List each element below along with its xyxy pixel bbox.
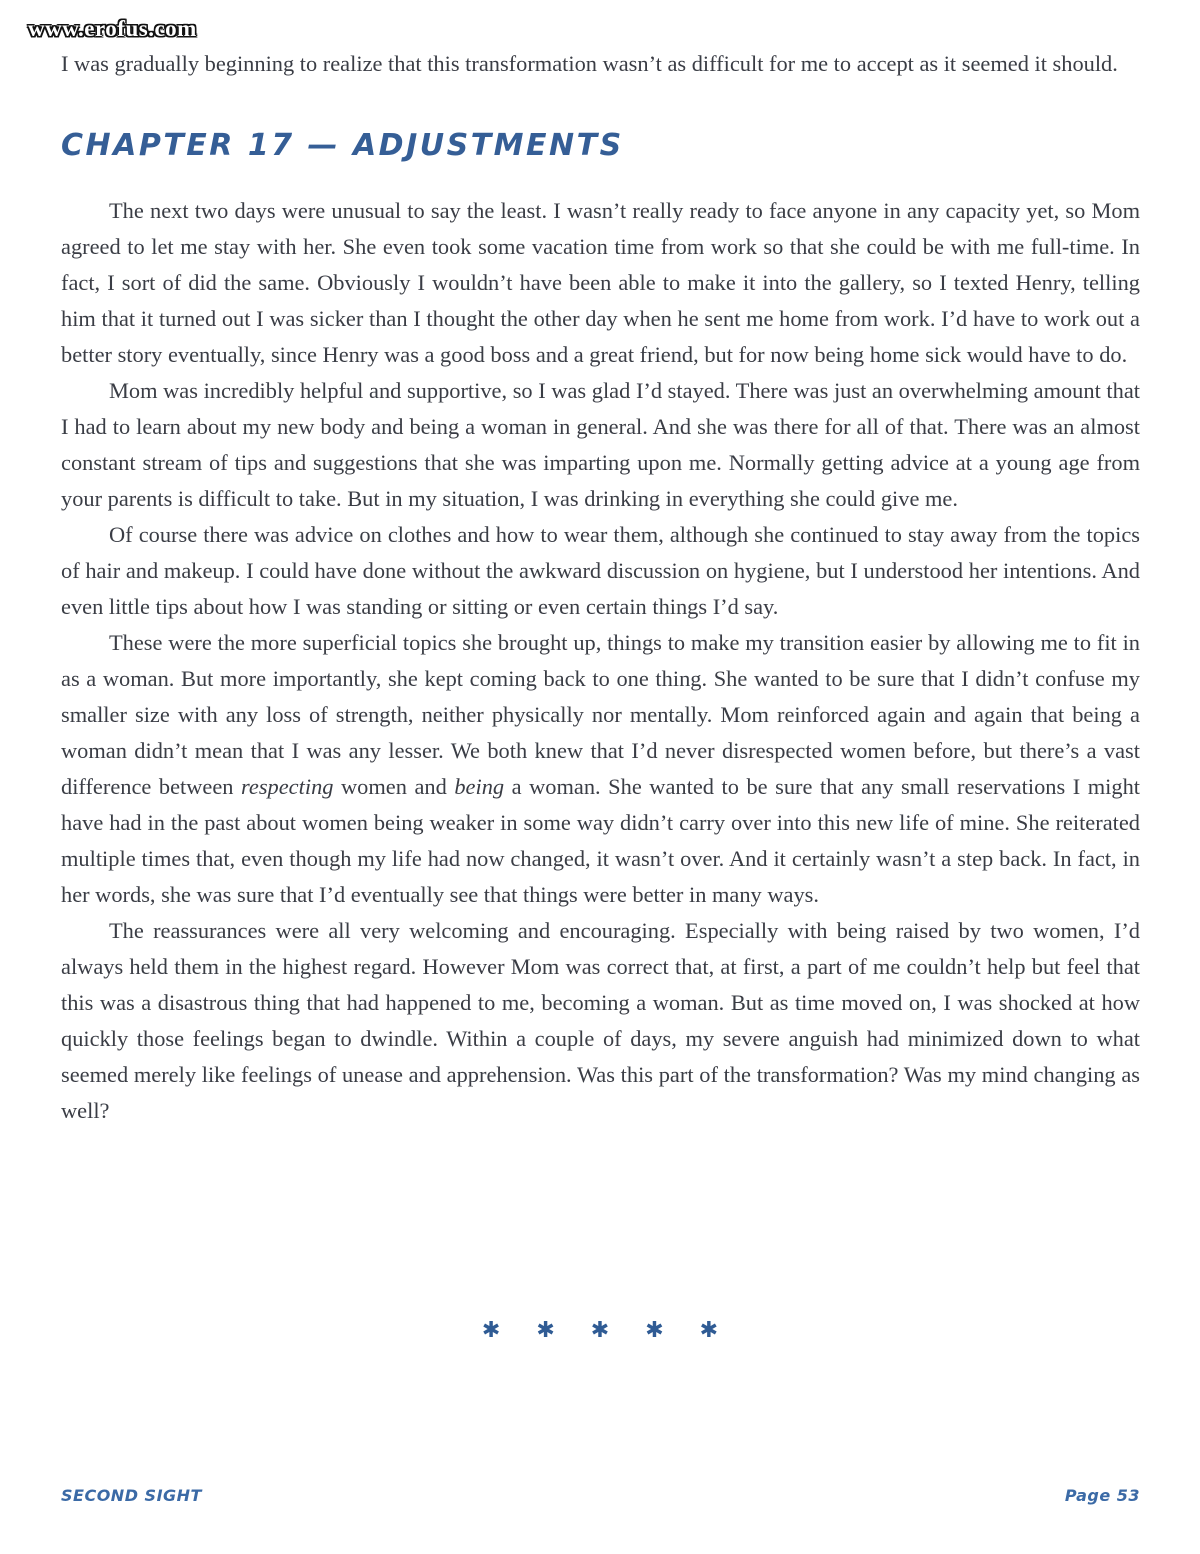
page-content — [61, 46, 1140, 1129]
asterisk-icon: ✱ — [699, 1318, 719, 1343]
footer-book-title: SECOND SIGHT — [61, 1486, 202, 1505]
paragraph-4-part-3: a woman. She wanted to be sure that any small reservations I might have had in the past about women being weaker in some way didn’t carry over into this new life of mine. She reiterated multiple times that, even though my life had now changed, it wasn’t over. And it certainly wasn’t a step back. In fact, in her words, she was sure that I’d eventually see that things were better in many ways. — [61, 774, 1140, 907]
asterisk-icon: ✱ — [645, 1318, 664, 1343]
paragraph-4-part-1: These were the more superficial topics she brought up, things to make my transition easier by allowing me to fit in as a woman. But more importantly, she kept coming back to one thing. She wanted to be sure that I didn’t confuse my smaller size with any loss of strength, neither physically nor mentally. Mom reinforced again and again that being a woman didn’t mean that I was any lesser. We both knew that I’d never disrespected women before, but there’s a vast difference between — [61, 630, 1140, 799]
paragraph-3: Of course there was advice on clothes and how to wear them, although she continued to stay away from the topics of hair and makeup. I could have done without the awkward discussion on hygiene, but I understood her intentions. And even little tips about how I was standing or sitting or even certain things I’d say. — [61, 522, 1140, 619]
asterisk-icon: ✱ — [536, 1318, 555, 1343]
paragraph-4 — [61, 625, 1140, 913]
watermark-text: www.erofus.com — [28, 16, 197, 41]
asterisk-icon: ✱ — [590, 1318, 610, 1343]
emphasis-respecting: respecting — [241, 774, 334, 799]
chapter-title: CHAPTER 17 — ADJUSTMENTS — [61, 128, 624, 163]
paragraph-4-part-2: women and — [333, 774, 455, 799]
intro-paragraph: I was gradually beginning to realize that this transformation wasn’t as difficult for me to accept as it seemed it should. — [61, 51, 1118, 76]
asterisk-icon: ✱ — [481, 1318, 501, 1343]
paragraph-2: Mom was incredibly helpful and supportive, so I was glad I’d stayed. There was just an overwhelming amount that I had to learn about my new body and being a woman in general. And she was there for all of that. There was an almost constant stream of tips and suggestions that she was imparting upon me. Normally getting advice at a young age from your parents is difficult to take. But in my situation, I was drinking in everything she could give me. — [61, 378, 1140, 511]
paragraph-1: The next two days were unusual to say the least. I wasn’t really ready to face anyone in any capacity yet, so Mom agreed to let me stay with her. She even took some vacation time from work so that she could be with me full-time. In fact, I sort of did the same. Obviously I wouldn’t have been able to make it into the gallery, so I texted Henry, telling him that it turned out I was sicker than I thought the other day when he sent me home from work. I’d have to work out a better story eventually, since Henry was a good boss and a great friend, but for now being home sick would have to do. — [61, 198, 1140, 367]
section-separator — [0, 1317, 1200, 1343]
footer-page-number: Page 53 — [1064, 1486, 1140, 1505]
emphasis-being: being — [454, 774, 505, 799]
paragraph-5: The reassurances were all very welcoming and encouraging. Especially with being raised by two women, I’d always held them in the highest regard. However Mom was correct that, at first, a part of me couldn’t help but feel that this was a disastrous thing that had happened to me, becoming a woman. But as time moved on, I was shocked at how quickly those feelings began to dwindle. Within a couple of days, my severe anguish had minimized down to what seemed merely like feelings of unease and apprehension. Was this part of the transformation? Was my mind changing as well? — [61, 918, 1140, 1123]
